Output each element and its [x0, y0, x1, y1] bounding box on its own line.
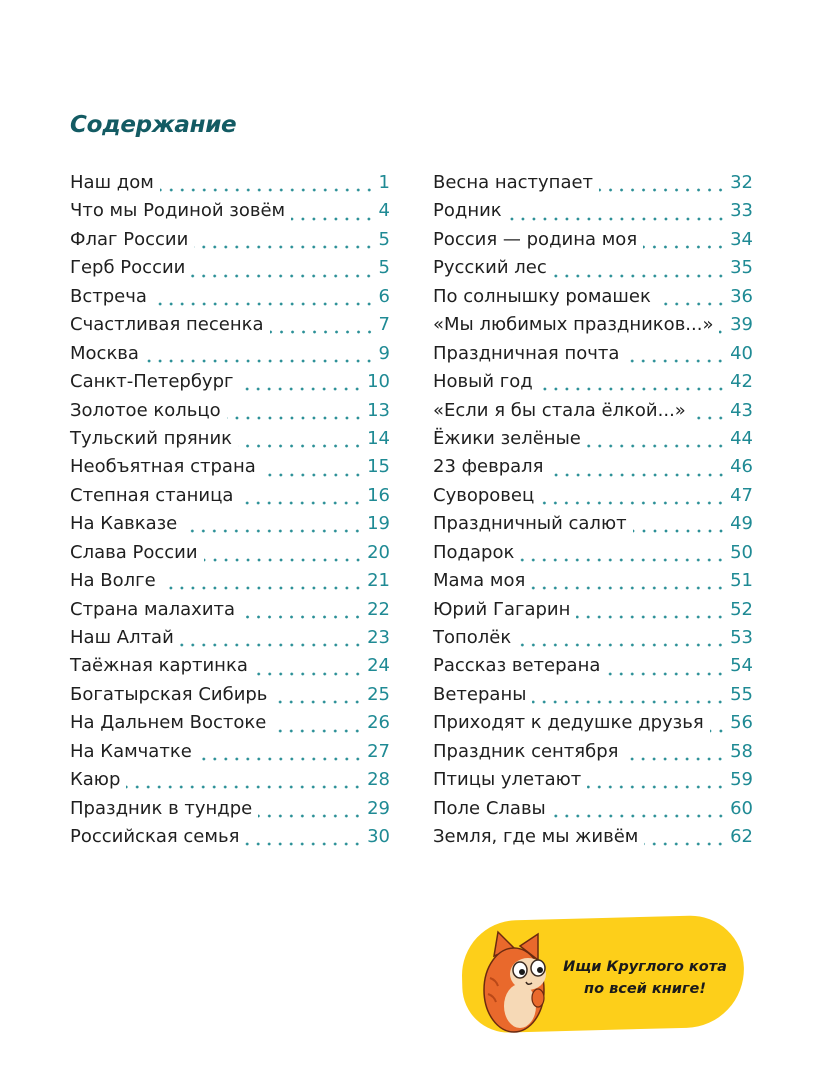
toc-entry: [433, 343, 753, 371]
toc-entry: [70, 257, 390, 285]
toc-entry-page: 51: [730, 570, 753, 592]
toc-entry-page: 46: [730, 456, 753, 478]
dot-leader: [599, 188, 726, 192]
dot-leader: [245, 842, 363, 846]
toc-entry-page: 19: [367, 513, 390, 535]
dot-leader: [550, 473, 727, 477]
toc-entry-page: 5: [378, 257, 390, 279]
dot-leader: [162, 586, 363, 590]
dot-leader: [145, 359, 375, 363]
toc-entry-title: Таёжная картинка: [70, 655, 248, 677]
toc-entry: [433, 769, 753, 797]
toc-entry-title: Тополёк: [433, 627, 512, 648]
dot-leader: [633, 529, 727, 533]
toc-entry-page: 40: [730, 342, 753, 364]
dot-leader: [692, 416, 726, 420]
dot-leader: [241, 615, 363, 619]
toc-entry: [70, 343, 390, 371]
dot-leader: [258, 814, 363, 818]
toc-entry-page: 33: [730, 200, 753, 222]
toc-entry-title: Москва: [70, 342, 139, 364]
toc-entry: [433, 229, 753, 257]
toc-entry-page: 27: [367, 740, 390, 762]
toc-entry-title: Наш Алтай: [70, 627, 174, 648]
toc-entry: [433, 513, 753, 541]
toc-entry-page: 16: [367, 484, 390, 506]
toc-entry: [70, 712, 390, 740]
badge-line-2: по всей книге!: [584, 981, 706, 997]
dot-leader: [198, 757, 363, 761]
toc-entry-title: Ёжики зелёные: [433, 427, 581, 449]
toc-entry: [433, 599, 753, 627]
toc-entry-page: 59: [730, 769, 753, 791]
toc-entry-title: Мама моя: [433, 570, 526, 592]
toc-entry-title: Россия — родина моя: [433, 228, 638, 250]
toc-entry-page: 58: [730, 740, 753, 762]
dot-leader: [508, 217, 726, 221]
toc-entry-title: Родник: [433, 200, 502, 222]
dot-leader: [532, 700, 726, 704]
toc-entry-page: 50: [730, 541, 753, 563]
toc-entry-page: 62: [730, 826, 753, 848]
toc-entry: [433, 741, 753, 769]
toc-entry-title: Праздник в тундре: [70, 797, 253, 819]
toc-entry-page: 42: [730, 371, 753, 393]
toc-entry-page: 29: [367, 797, 390, 819]
toc-entry-title: Земля, где мы живём: [433, 826, 639, 848]
toc-entry-title: Приходят к дедушке друзья: [433, 712, 704, 734]
toc-entry-page: 54: [730, 655, 753, 677]
toc-entry-page: 32: [730, 172, 753, 193]
toc-entry: [433, 286, 753, 314]
toc-entry-title: Подарок: [433, 541, 515, 563]
toc-entry-page: 56: [730, 712, 753, 734]
toc-entry-title: Золотое кольцо: [70, 399, 221, 421]
toc-entry: [433, 627, 753, 655]
toc-entry: [70, 798, 390, 826]
toc-right-column: [433, 172, 753, 855]
toc-entry: [70, 314, 390, 342]
dot-leader: [183, 529, 363, 533]
toc-entry-title: Юрий Гагарин: [433, 598, 571, 620]
dot-leader: [539, 387, 726, 391]
dot-leader: [191, 274, 374, 278]
dot-leader: [576, 615, 726, 619]
toc-entry: [70, 371, 390, 399]
toc-entry: [70, 172, 390, 200]
toc-entry: [70, 428, 390, 456]
dot-leader: [644, 842, 726, 846]
toc-entry-page: 43: [730, 399, 753, 421]
toc-entry-page: 39: [730, 314, 753, 336]
toc-entry: [433, 257, 753, 285]
dot-leader: [126, 785, 363, 789]
badge-line-1: Ищи Круглого кота: [563, 959, 727, 975]
toc-entry: [433, 371, 753, 399]
toc-entry-title: Праздничная почта: [433, 342, 620, 364]
toc-entry-title: Тульский пряник: [70, 427, 233, 449]
dot-leader: [194, 245, 374, 249]
dot-leader: [160, 188, 375, 192]
dot-leader: [624, 757, 726, 761]
toc-entry-title: По солнышку ромашек: [433, 285, 651, 307]
toc-entry-title: Праздник сентября: [433, 740, 619, 762]
dot-leader: [710, 729, 726, 733]
toc-entry-title: «Если я бы стала ёлкой...»: [433, 399, 686, 421]
toc-entry-title: Санкт-Петербург: [70, 371, 234, 393]
toc-entry-page: 26: [367, 712, 390, 734]
dot-leader: [587, 785, 726, 789]
toc-entry: [70, 400, 390, 428]
toc-entry-title: «Мы любимых праздников...»: [433, 314, 714, 336]
dot-leader: [552, 814, 726, 818]
toc-entry-title: Встреча: [70, 285, 147, 307]
toc-entry: [433, 400, 753, 428]
toc-entry: [70, 513, 390, 541]
toc-entry-title: Слава России: [70, 541, 198, 563]
dot-leader: [262, 473, 363, 477]
toc-entry: [70, 599, 390, 627]
dot-leader: [719, 330, 726, 334]
toc-entry-title: На Дальнем Востоке: [70, 712, 267, 734]
toc-entry-page: 13: [367, 399, 390, 421]
toc-entry-page: 52: [730, 598, 753, 620]
dot-leader: [540, 501, 726, 505]
dot-leader: [531, 586, 726, 590]
toc-entry: [70, 286, 390, 314]
toc-entry-title: На Кавказе: [70, 513, 178, 535]
dot-leader: [625, 359, 726, 363]
toc-entry-page: 55: [730, 683, 753, 705]
dot-leader: [291, 217, 374, 221]
toc-entry-page: 35: [730, 257, 753, 279]
toc-entry-title: Весна наступает: [433, 172, 594, 193]
dot-leader: [520, 558, 726, 562]
dot-leader: [643, 245, 726, 249]
dot-leader: [273, 700, 363, 704]
toc-entry-page: 30: [367, 826, 390, 848]
toc-entry-page: 36: [730, 285, 753, 307]
toc-entry: [433, 314, 753, 342]
toc-entry: [70, 570, 390, 598]
toc-entry-page: 1: [378, 172, 390, 193]
toc-entry: [70, 826, 390, 854]
toc-entry-title: Рассказ ветерана: [433, 655, 601, 677]
toc-entry-page: 53: [730, 627, 753, 648]
toc-entry: [433, 456, 753, 484]
dot-leader: [606, 672, 726, 676]
toc-entry: [433, 570, 753, 598]
toc-entry-title: Герб России: [70, 257, 186, 279]
dot-leader: [239, 501, 363, 505]
toc-entry-page: 22: [367, 598, 390, 620]
toc-entry: [70, 229, 390, 257]
toc-entry-page: 28: [367, 769, 390, 791]
toc-entry-page: 15: [367, 456, 390, 478]
toc-entry: [433, 172, 753, 200]
dot-leader: [180, 643, 363, 647]
toc-entry: [70, 542, 390, 570]
toc-entry: [433, 798, 753, 826]
dot-leader: [272, 729, 363, 733]
toc-entry-page: 44: [730, 427, 753, 449]
toc-entry-title: Ветераны: [433, 683, 527, 705]
dot-leader: [553, 274, 726, 278]
toc-entry: [433, 684, 753, 712]
toc-entry-title: Наш дом: [70, 172, 154, 193]
toc-entry-title: Необъятная страна: [70, 456, 256, 478]
toc-entry-page: 9: [378, 342, 390, 364]
toc-entry: [70, 741, 390, 769]
toc-entry-title: Страна малахита: [70, 598, 236, 620]
dot-leader: [657, 302, 726, 306]
toc-entry-page: 60: [730, 797, 753, 819]
toc-entry-page: 49: [730, 513, 753, 535]
toc-entry: [70, 456, 390, 484]
dot-leader: [270, 330, 375, 334]
toc-entry-page: 25: [367, 683, 390, 705]
dot-leader: [227, 416, 363, 420]
toc-entry-title: Богатырская Сибирь: [70, 683, 268, 705]
toc-entry: [70, 655, 390, 683]
toc-entry-title: 23 февраля: [433, 456, 544, 478]
dot-leader: [238, 444, 363, 448]
toc-entry-title: Суворовец: [433, 484, 535, 506]
page-title: Содержание: [70, 112, 237, 138]
toc-entry-page: 5: [378, 228, 390, 250]
toc-entry-page: 4: [378, 200, 390, 222]
toc-entry: [433, 428, 753, 456]
toc-entry: [433, 485, 753, 513]
toc-entry: [70, 769, 390, 797]
toc-entry-page: 20: [367, 541, 390, 563]
toc-entry-title: Что мы Родиной зовём: [70, 200, 286, 222]
toc-entry: [70, 627, 390, 655]
dot-leader: [239, 387, 363, 391]
toc-entry-title: На Волге: [70, 570, 156, 592]
toc-entry-title: Праздничный салют: [433, 513, 627, 535]
toc-entry-page: 34: [730, 228, 753, 250]
toc-entry-page: 21: [367, 570, 390, 592]
toc-entry: [70, 485, 390, 513]
dot-leader: [153, 302, 375, 306]
toc-entry-title: Степная станица: [70, 484, 234, 506]
toc-entry-title: Российская семья: [70, 826, 240, 848]
toc-entry-page: 47: [730, 484, 753, 506]
dot-leader: [517, 643, 726, 647]
toc-entry-title: Птицы улетают: [433, 769, 582, 791]
cat-badge-text: [545, 956, 745, 1000]
toc-entry-title: Флаг России: [70, 228, 189, 250]
toc-entry-title: Поле Славы: [433, 797, 546, 819]
toc-entry-page: 23: [367, 627, 390, 648]
toc-entry: [70, 684, 390, 712]
dot-leader: [254, 672, 363, 676]
toc-entry: [433, 712, 753, 740]
toc-entry-title: Счастливая песенка: [70, 314, 264, 336]
toc-entry: [70, 200, 390, 228]
toc-entry: [433, 200, 753, 228]
dot-leader: [204, 558, 364, 562]
toc-left-column: [70, 172, 390, 855]
toc-entry-title: Каюр: [70, 769, 121, 791]
toc-entry-page: 7: [378, 314, 390, 336]
toc-entry: [433, 542, 753, 570]
toc-entry-title: На Камчатке: [70, 740, 192, 762]
toc-entry: [433, 826, 753, 854]
toc-entry-page: 24: [367, 655, 390, 677]
toc-entry: [433, 655, 753, 683]
dot-leader: [587, 444, 726, 448]
toc-entry-title: Новый год: [433, 371, 533, 393]
toc-entry-page: 6: [378, 285, 390, 307]
toc-entry-title: Русский лес: [433, 257, 547, 279]
toc-entry-page: 14: [367, 427, 390, 449]
toc-entry-page: 10: [367, 371, 390, 393]
